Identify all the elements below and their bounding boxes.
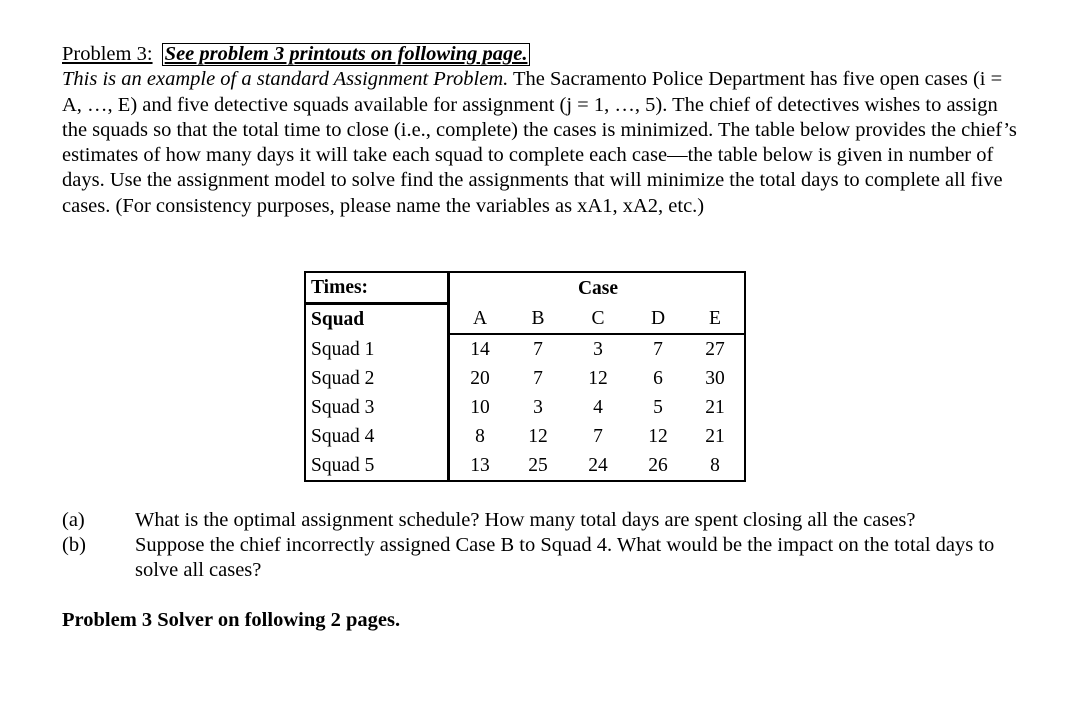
problem-label: Problem 3: <box>62 43 153 65</box>
table-row <box>305 393 745 422</box>
table-cell: 8 <box>710 455 720 476</box>
column-header: A <box>449 304 511 335</box>
question-label: (b) <box>62 534 86 556</box>
question-text: Suppose the chief incorrectly assigned Case B to Squad 4. What would be the impact on the total days to solve all cases? <box>135 534 995 581</box>
table-cell: 7 <box>533 339 543 360</box>
question-item <box>62 533 1022 583</box>
table-cell: 21 <box>705 397 725 418</box>
column-header: D <box>630 304 686 335</box>
table-row <box>305 422 745 451</box>
table-cell: 25 <box>528 455 548 476</box>
table-cell: 8 <box>475 426 485 447</box>
row-label: Squad 4 <box>305 422 449 451</box>
question-item <box>62 508 1022 533</box>
table-cell: 20 <box>470 368 490 389</box>
table-cell: 26 <box>648 455 668 476</box>
table-cell: 7 <box>593 426 603 447</box>
table-cell: 3 <box>533 397 543 418</box>
table-row <box>305 334 745 364</box>
case-header: Case <box>577 277 619 299</box>
problem-intro: This is an example of a standard Assignment Problem. <box>62 68 509 91</box>
squad-header: Squad <box>305 304 449 335</box>
row-label: Squad 3 <box>305 393 449 422</box>
table-row <box>305 364 745 393</box>
table-cell: 13 <box>470 455 490 476</box>
solver-note: Problem 3 Solver on following 2 pages. <box>62 609 401 631</box>
table-corner-label: Times: <box>305 272 449 304</box>
column-header: E <box>686 304 745 335</box>
row-label: Squad 2 <box>305 364 449 393</box>
question-text: What is the optimal assignment schedule? How many total days are spent closing all the cases? <box>135 509 916 531</box>
problem-description <box>62 67 1022 219</box>
table-cell: 12 <box>528 426 548 447</box>
question-label: (a) <box>62 509 85 531</box>
column-header: C <box>566 304 630 335</box>
table-cell: 21 <box>705 426 725 447</box>
problem-text <box>62 42 1022 219</box>
table-cell: 6 <box>653 368 663 389</box>
table-cell: 5 <box>653 397 663 418</box>
table-cell: 7 <box>653 339 663 360</box>
table-cell: 12 <box>648 426 668 447</box>
table-cell: 12 <box>588 368 608 389</box>
table-cell: 7 <box>533 368 543 389</box>
question-list <box>62 508 1022 583</box>
table-cell: 10 <box>470 397 490 418</box>
table-cell: 24 <box>588 455 608 476</box>
table-cell: 27 <box>705 339 725 360</box>
row-label: Squad 1 <box>305 334 449 364</box>
table-title-row <box>305 272 745 304</box>
problem-body: The Sacramento Police Department has five open cases (i = A, …, E) and five detective squads available for assignment (j = 1, …, 5). The chief of detectives wishes to assign the squads so that the total time to close (i.e., complete) the cases is minimized. The table below provides the chief’s estimates of how many days it will take each squad to complete each case—the table below is given in number of days. Use the assignment model to solve find the assignments that will minimize the total days to complete all five cases. (For consistency purposes, please name the variables as xA1, xA2, etc.) <box>62 68 1017 217</box>
column-header-row <box>305 304 745 335</box>
column-header: B <box>510 304 566 335</box>
table-cell: 14 <box>470 339 490 360</box>
table-cell: 30 <box>705 368 725 389</box>
problem-heading <box>62 42 1022 67</box>
table-cell: 3 <box>593 339 603 360</box>
table-cell: 4 <box>593 397 603 418</box>
printout-note: See problem 3 printouts on following page. <box>162 43 531 66</box>
table-row <box>305 451 745 481</box>
row-label: Squad 5 <box>305 451 449 481</box>
days-table <box>304 271 746 482</box>
